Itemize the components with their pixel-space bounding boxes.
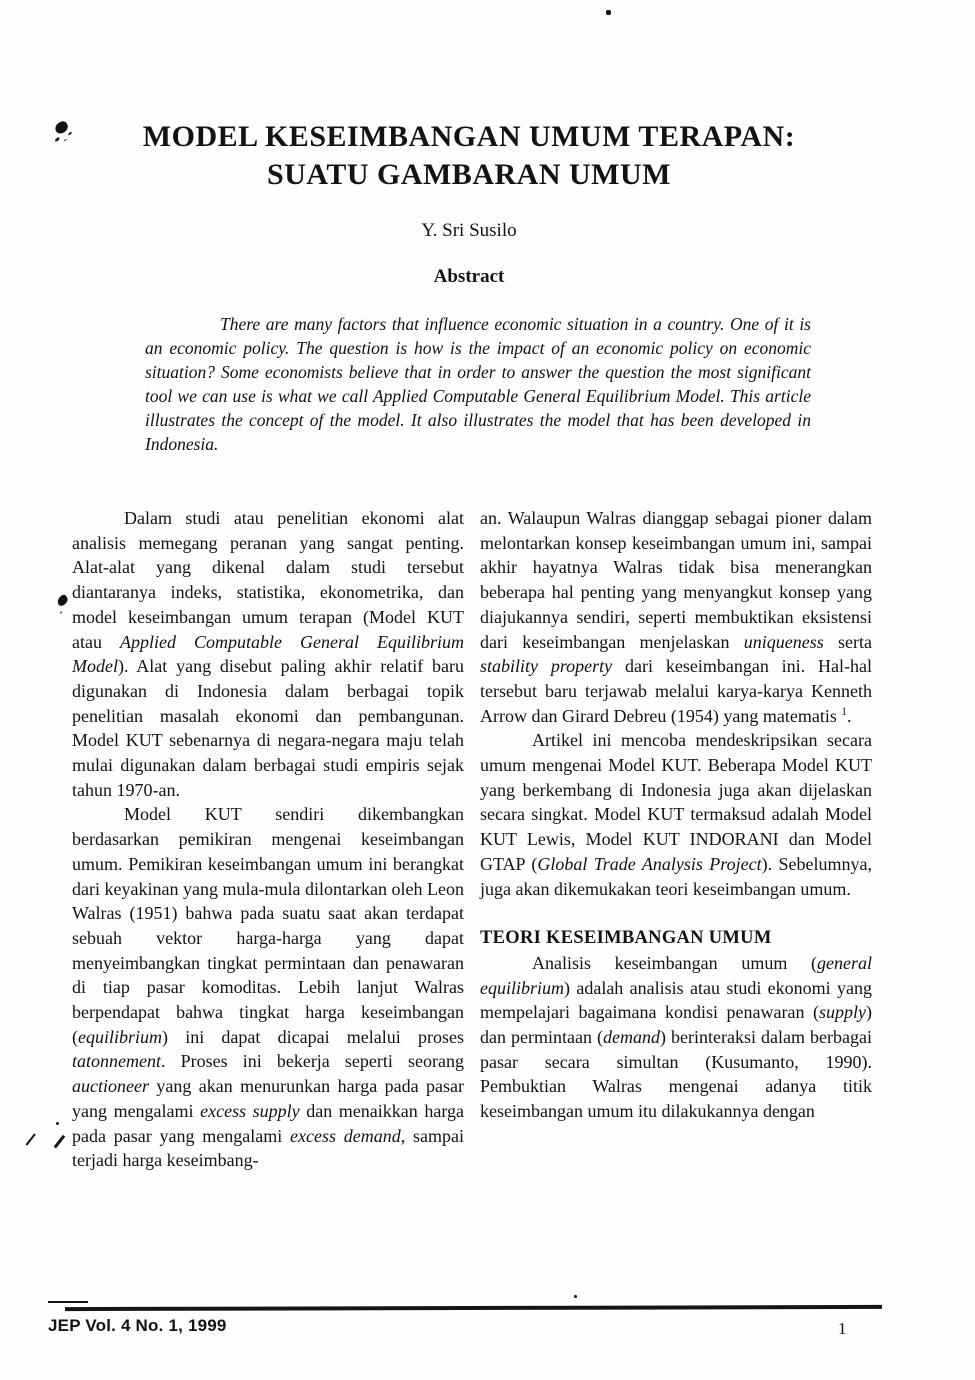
text-segment: dan menaikkan harga pada pasar yang mengalami — [72, 1100, 465, 1146]
footer-divider — [65, 1305, 882, 1311]
abstract-heading: Abstract — [433, 266, 505, 287]
text-segment: serta — [823, 631, 872, 652]
text-segment: demand — [603, 1027, 661, 1048]
text-segment: auctioneer — [72, 1076, 149, 1097]
text-segment: ). Sebelumnya, juga akan dikemukakan teori keseimbangan umum. — [480, 853, 873, 899]
text-segment: ) berinteraksi dalam berbagai pasar secara simultan (Kusumanto, 1990). Pembuktian Walras mengenai adanya titik keseimbangan umum itu dilakukannya dengan — [480, 1027, 873, 1122]
text-segment: Analisis keseimbangan umum ( — [532, 952, 818, 973]
footer-divider-dash — [48, 1301, 88, 1303]
paper-title-line1: MODEL KESEIMBANGAN UMUM TERAPAN: — [142, 120, 796, 153]
text-segment: excess demand — [290, 1125, 401, 1146]
scan-speck-footer — [574, 1295, 577, 1298]
text-segment: Applied Computable General Equilibrium Model — [72, 631, 465, 677]
author-name: Y. Sri Susilo — [421, 220, 517, 241]
text-segment: Dalam studi atau penelitian ekonomi alat analisis memegang peranan yang sangat penting. Alat-alat yang dikenal dalam studi tersebut diantaranya indeks, statistika, ekonometrika, dan model keseimbangan umum terapan (Model KUT atau — [72, 508, 464, 652]
body-columns — [72, 506, 873, 1173]
text-segment: an. Walaupun Walras dianggap sebagai pioner dalam melontarkan konsep keseimbangan umum ini, sampai akhir hayatnya Walras tidak bisa menerangkan beberapa hal penting yang menyangkut konsep yang diajukannya sendiri, seperti membuktikan eksistensi dari keseimbangan menjelaskan — [480, 508, 872, 652]
footnote-marker: 1 — [841, 705, 847, 718]
text-segment: tatonnement — [72, 1051, 161, 1072]
page-number: 1 — [838, 1319, 847, 1338]
ink-slash-lower-margin — [54, 1135, 65, 1148]
ink-speck-lower-margin — [56, 1122, 59, 1125]
text-segment: TEORI KESEIMBANGAN UMUM — [480, 928, 772, 949]
text-segment: Artikel ini mencoba mendeskripsikan secara umum mengenai Model KUT. Beberapa Model KUT yang berkembang di Indonesia juga akan dijelaskan secara singkat. Model KUT termaksud adalah Model KUT Lewis, Model KUT INDORANI dan Model GTAP ( — [480, 730, 872, 874]
text-segment: , sampai terjadi harga keseimbang- — [72, 1125, 464, 1171]
text-segment: Global Trade Analysis Project — [537, 853, 762, 874]
text-segment: ) dan permintaan ( — [480, 1002, 872, 1048]
text-segment: supply — [819, 1002, 866, 1023]
text-segment: general equilibrium — [480, 952, 872, 998]
abstract-text: There are many factors that influence economic situation in a country. One of it is an economic policy. The question is how is the impact of an economic policy on economic situation? Some economists believe that in order to answer the question the most significant tool we can use is what we call Applied Computable General Equilibrium Model. This article illustrates the concept of the model. It also illustrates the model that has been developed in Indonesia. — [145, 314, 811, 454]
section-heading — [480, 926, 872, 951]
paragraph — [480, 506, 872, 728]
ink-mark-middle-margin — [55, 594, 69, 608]
journal-citation: JEP Vol. 4 No. 1, 1999 — [48, 1316, 227, 1335]
text-segment: ) ini dapat dicapai melalui proses — [162, 1026, 464, 1047]
text-segment: excess supply — [200, 1100, 300, 1121]
text-segment: ) adalah analisis atau studi ekonomi yang mempelajari bagaimana kondisi penawaran ( — [480, 977, 872, 1023]
text-segment: . Proses ini bekerja seperti seorang — [160, 1051, 464, 1072]
text-segment: Model KUT sendiri dikembangkan berdasarkan pemikiran mengenai keseimbangan umum. Pemikiran keseimbangan umum ini berangkat dari keyakinan yang mula-mula dilontarkan oleh Leon Walras (1951) bahwa pada suatu saat akan terdapat sebuah vektor harga-harga yang dapat menyeimbangkan tingkat permintaan dan penawaran di tiap pasar komoditas. Lebih lanjut Walras berpendapat bahwa tingkat harga keseimbangan ( — [72, 804, 464, 1047]
paragraph — [480, 951, 872, 1124]
paragraph — [480, 728, 872, 901]
paragraph — [72, 506, 464, 802]
text-segment: dari keseimbangan ini. Hal-hal tersebut baru terjawab melalui karya-karya Kenneth Arrow dan Girard Debreu (1954) yang matematis — [480, 656, 872, 726]
text-segment: equilibrium — [78, 1026, 162, 1047]
text-segment: . — [846, 705, 852, 726]
right-column — [480, 506, 872, 1173]
text-segment: ). Alat yang disebut paling akhir relatif baru digunakan di Indonesia dalam berbagai topik penelitian masalah ekonomi dan pembangunan. Model KUT sebenarnya di negara-negara maju telah mulai digunakan dalam berbagai studi empiris sejak tahun 1970-an. — [72, 656, 464, 800]
scan-speck-top — [606, 10, 611, 15]
paper-title-line2: SUATU GAMBARAN UMUM — [267, 158, 671, 191]
paper-title — [0, 118, 938, 194]
paragraph — [72, 802, 464, 1173]
text-segment: stability property — [480, 656, 613, 677]
text-segment: yang akan menurunkan harga pada pasar yang mengalami — [72, 1076, 464, 1121]
left-column — [72, 506, 464, 1173]
text-segment: uniqueness — [743, 631, 824, 652]
